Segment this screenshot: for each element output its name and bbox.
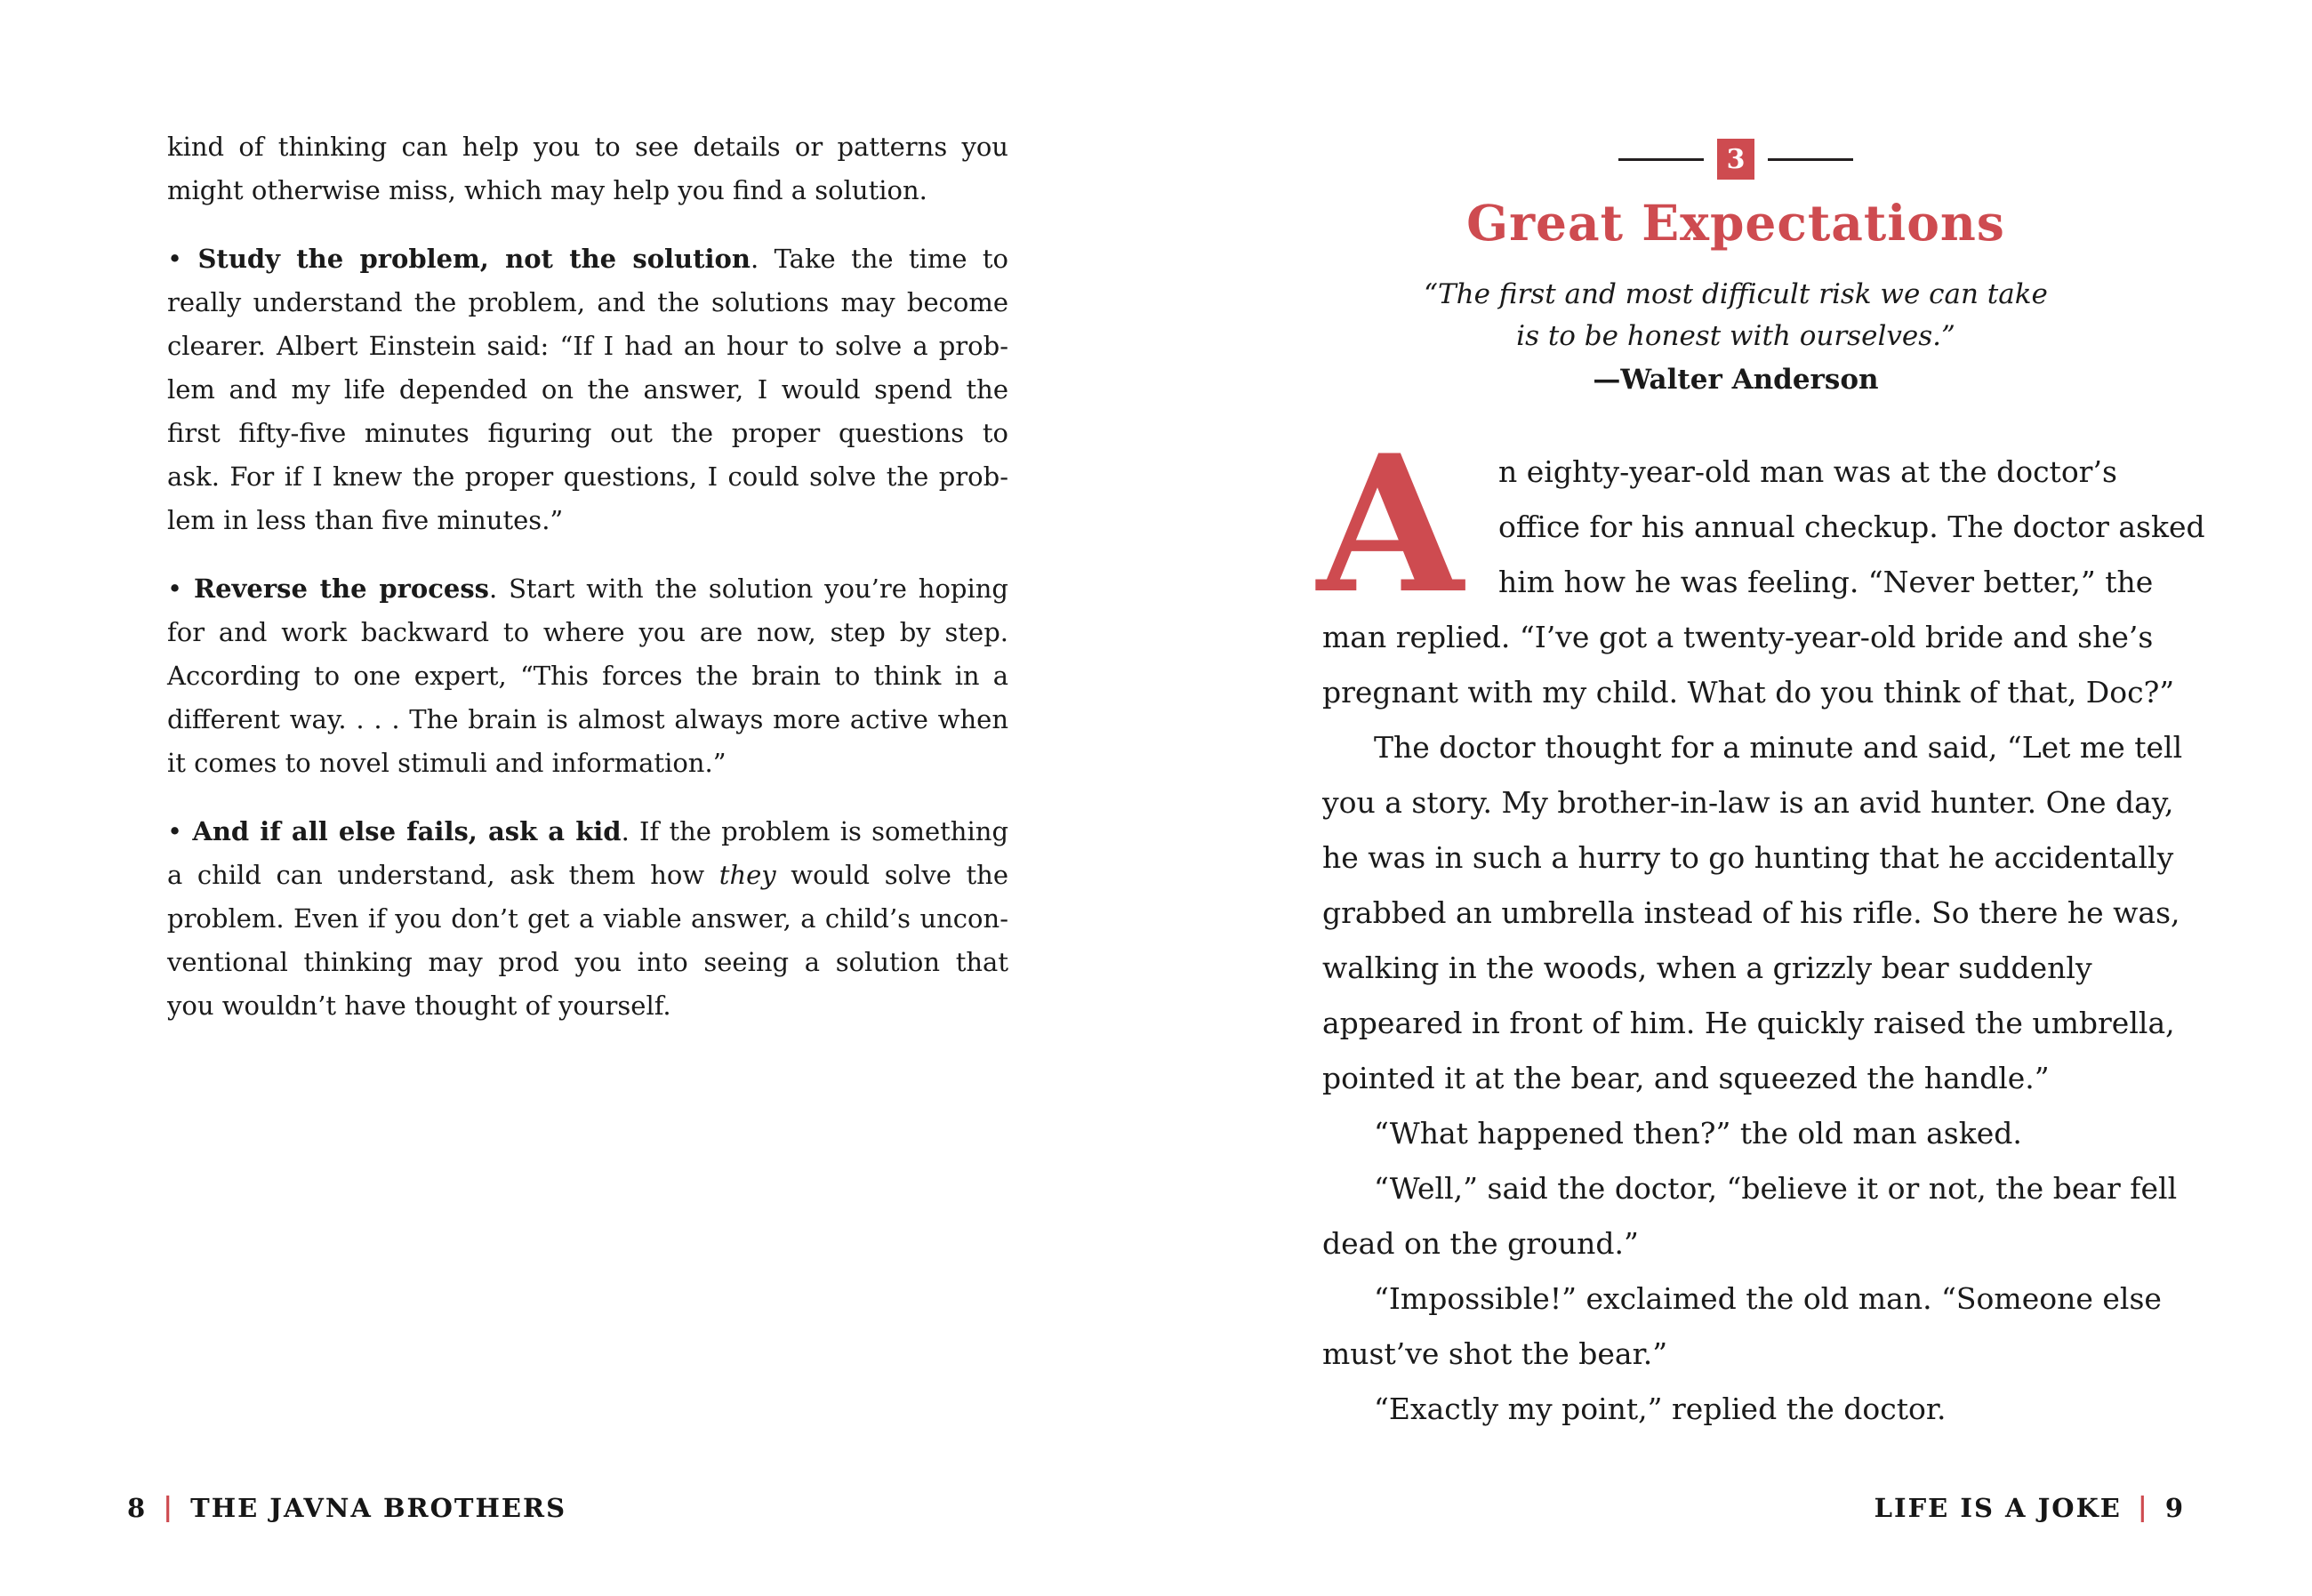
text-line: “Well,” said the doctor, “believe it or not, the bear fell — [1374, 1171, 2178, 1206]
right-page — [1156, 0, 2312, 1596]
text-line: kind of thinking can help you to see details or patterns you — [167, 132, 1008, 162]
text-line: it comes to novel stimuli and information.” — [167, 748, 727, 778]
text-line: man replied. “I’ve got a twenty-year-old bride and she’s — [1322, 620, 2154, 654]
text-line: “Exactly my point,” replied the doctor. — [1374, 1391, 1947, 1426]
chapter-number-badge: 3 — [1717, 139, 1754, 180]
book-authors: THE JAVNA BROTHERS — [190, 1492, 567, 1523]
text-line: • And if all else fails, ask a kid. If the problem is something — [167, 816, 1009, 846]
text-line: “What happened then?” the old man asked. — [1374, 1116, 2022, 1151]
paragraph — [167, 237, 1008, 542]
paragraph — [167, 810, 1008, 1028]
story-text — [1317, 413, 2205, 1437]
epigraph-line: is to be honest with ourselves.” — [1516, 320, 1955, 352]
chapter-title: Great Expectations — [1466, 194, 2005, 252]
chapter-ornament — [1322, 139, 2149, 180]
text-line: walking in the woods, when a grizzly bear suddenly — [1322, 950, 2092, 985]
drop-cap: A — [1317, 413, 1464, 635]
text-line: first fifty-five minutes figuring out the proper questions to — [167, 418, 1008, 448]
text-line: might otherwise miss, which may help you find a solution. — [167, 175, 927, 205]
text-line: grabbed an umbrella instead of his rifle. So there he was, — [1322, 895, 2180, 930]
text-line: • Study the problem, not the solution. Take the time to — [167, 244, 1009, 274]
text-line: must’ve shot the bear.” — [1322, 1336, 1668, 1371]
text-line: lem and my life depended on the answer, I would spend the — [167, 374, 1008, 405]
epigraph — [1322, 274, 2149, 401]
text-line: “Impossible!” exclaimed the old man. “Someone else — [1374, 1281, 2162, 1316]
text-line: different way. . . . The brain is almost always more active when — [167, 704, 1008, 734]
text-line: The doctor thought for a minute and said, “Let me tell — [1374, 730, 2183, 765]
paragraph — [167, 567, 1008, 785]
text-line: ask. For if I knew the proper questions, I could solve the prob- — [167, 461, 1008, 492]
text-line: clearer. Albert Einstein said: “If I had an hour to solve a prob- — [167, 331, 1008, 361]
left-footer — [127, 1492, 566, 1523]
text-line: appeared in front of him. He quickly raised the umbrella, — [1322, 1006, 2175, 1040]
epigraph-line: “The first and most difficult risk we can take — [1424, 278, 2048, 310]
paragraph — [167, 125, 1008, 213]
text-line: dead on the ground.” — [1322, 1226, 1639, 1261]
text-line: lem in less than five minutes.” — [167, 505, 564, 535]
right-footer — [1874, 1492, 2185, 1523]
epigraph-attribution: —Walter Anderson — [1593, 364, 1879, 396]
text-line: pregnant with my child. What do you think of that, Doc?” — [1322, 675, 2175, 710]
footer-separator: | — [163, 1492, 175, 1523]
text-line: he was in such a hurry to go hunting that he accidentally — [1322, 840, 2174, 875]
left-page-number: 8 — [127, 1492, 148, 1523]
text-line: office for his annual checkup. The doctor asked — [1498, 509, 2205, 544]
footer-separator: | — [2137, 1492, 2149, 1523]
text-line: him how he was feeling. “Never better,” the — [1498, 565, 2154, 599]
text-line: n eighty-year-old man was at the doctor’s — [1498, 454, 2117, 489]
right-page-number: 9 — [2164, 1492, 2185, 1523]
book-title: LIFE IS A JOKE — [1874, 1492, 2122, 1523]
text-line: really understand the problem, and the solutions may become — [167, 287, 1008, 317]
text-line: you wouldn’t have thought of yourself. — [167, 990, 671, 1021]
text-line: you a story. My brother-in-law is an avid hunter. One day, — [1322, 785, 2174, 820]
text-line: pointed it at the bear, and squeezed the handle.” — [1322, 1061, 2050, 1095]
text-line: for and work backward to where you are now, step by step. — [167, 617, 1008, 647]
text-line: • Reverse the process. Start with the solution you’re hoping — [167, 573, 1008, 604]
text-line: According to one expert, “This forces the brain to think in a — [167, 661, 1008, 691]
left-text-column — [167, 125, 1008, 1028]
text-line: ventional thinking may prod you into seeing a solution that — [167, 947, 1008, 977]
ornament-line-right — [1768, 158, 1853, 161]
text-line: a child can understand, ask them how they would solve the — [167, 860, 1009, 890]
ornament-line-left — [1618, 158, 1704, 161]
text-line: problem. Even if you don’t get a viable answer, a child’s uncon- — [167, 903, 1008, 934]
